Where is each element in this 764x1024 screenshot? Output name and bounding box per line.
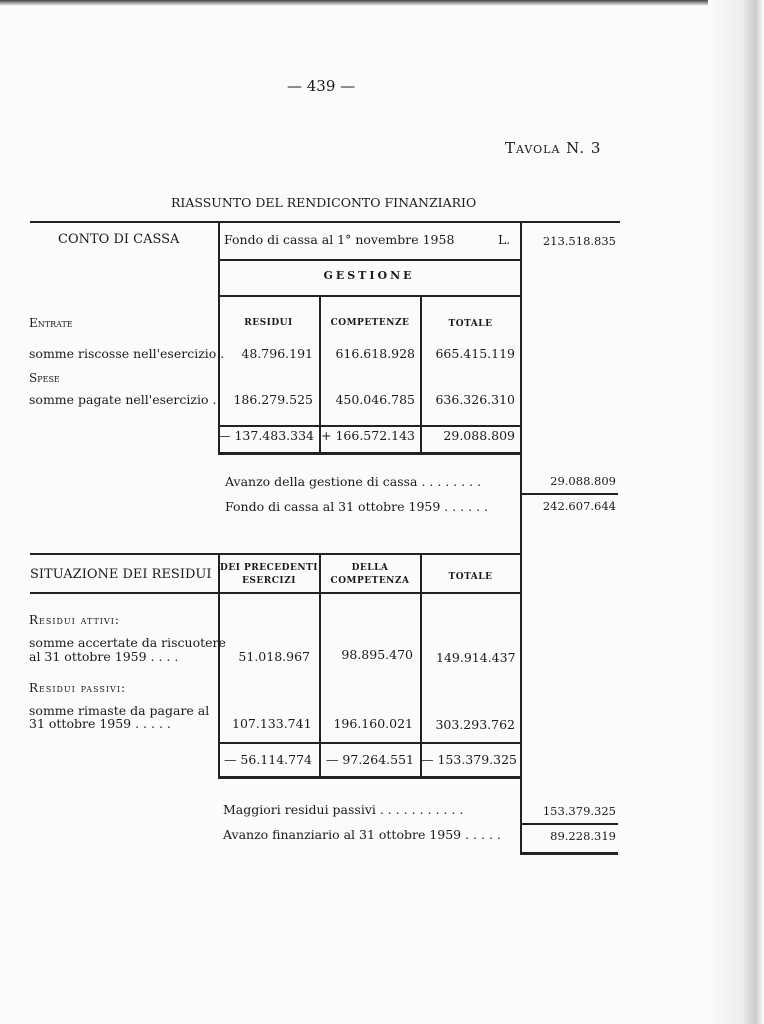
rule bbox=[30, 592, 520, 594]
rule bbox=[218, 259, 520, 261]
residui-passivi-label: Residui passivi: bbox=[29, 681, 127, 695]
avanzo-gestione-value: 29.088.809 bbox=[550, 474, 616, 488]
cell-value: 98.895.470 bbox=[341, 647, 413, 662]
col-header-competenza: DELLA COMPETENZA bbox=[330, 563, 410, 586]
cell-value: 149.914.437 bbox=[436, 650, 516, 665]
scan-top-edge bbox=[0, 0, 764, 6]
entrate-label: Entrate bbox=[29, 316, 73, 330]
col-header-totale: TOTALE bbox=[448, 319, 493, 329]
total-value: — 137.483.334 bbox=[218, 428, 314, 443]
cell-value: 616.618.928 bbox=[335, 346, 415, 361]
total-value: 29.088.809 bbox=[443, 428, 515, 443]
rule bbox=[218, 425, 520, 427]
rule bbox=[30, 221, 620, 223]
row-label: somme rimaste da pagare al bbox=[29, 703, 210, 718]
rule bbox=[218, 221, 220, 453]
cell-value: 186.279.525 bbox=[233, 392, 313, 407]
cell-value: 107.133.741 bbox=[232, 716, 312, 731]
rule bbox=[218, 776, 520, 779]
fondo-finale-value: 242.607.644 bbox=[542, 499, 616, 513]
cell-value: 303.293.762 bbox=[435, 717, 515, 732]
fondo-iniziale-label: Fondo di cassa al 1° novembre 1958 bbox=[224, 232, 455, 247]
rule bbox=[520, 852, 618, 855]
cell-value: 636.326.310 bbox=[435, 392, 515, 407]
col-header-precedenti: DEI PRECEDENTI ESERCIZI bbox=[220, 563, 318, 586]
row-label: somme riscosse nell'esercizio . bbox=[29, 346, 225, 361]
document-title: RIASSUNTO DEL RENDICONTO FINANZIARIO bbox=[171, 195, 477, 210]
avanzo-finanziario-label: Avanzo finanziario al 31 ottobre 1959 . . . . . bbox=[223, 827, 501, 842]
gestione-heading: GESTIONE bbox=[323, 269, 415, 282]
cell-value: 665.415.119 bbox=[435, 346, 515, 361]
spese-label: Spese bbox=[29, 371, 60, 385]
rule bbox=[520, 823, 618, 825]
cell-value: 450.046.785 bbox=[335, 392, 415, 407]
conto-cassa-heading: CONTO DI CASSA bbox=[58, 232, 180, 247]
table-label: Tavola N. 3 bbox=[505, 139, 602, 157]
col-header-competenze: COMPETENZE bbox=[330, 318, 410, 328]
row-label: somme pagate nell'esercizio . bbox=[29, 392, 217, 407]
fondo-finale-label: Fondo di cassa al 31 ottobre 1959 . . . . . . bbox=[225, 499, 488, 514]
row-label: al 31 ottobre 1959 . . . . bbox=[29, 649, 179, 664]
cell-value: 196.160.021 bbox=[333, 716, 413, 731]
total-value: — 56.114.774 bbox=[223, 752, 312, 767]
rule bbox=[218, 452, 520, 455]
row-label: 31 ottobre 1959 . . . . . bbox=[29, 716, 171, 731]
fondo-iniziale-value: 213.518.835 bbox=[542, 234, 616, 248]
page-number: — 439 — bbox=[287, 77, 356, 95]
avanzo-gestione-label: Avanzo della gestione di cassa . . . . . . . . bbox=[225, 474, 482, 489]
rule bbox=[520, 221, 522, 855]
rule bbox=[30, 553, 520, 555]
currency-label: L. bbox=[498, 232, 511, 247]
cell-value: 48.796.191 bbox=[241, 346, 313, 361]
row-label: somme accertate da riscuotere bbox=[29, 635, 226, 650]
maggiori-residui-label: Maggiori residui passivi . . . . . . . . . . . bbox=[223, 802, 464, 817]
residui-attivi-label: Residui attivi: bbox=[29, 613, 120, 627]
col-header-residui: RESIDUI bbox=[244, 318, 293, 328]
residui-heading: SITUAZIONE DEI RESIDUI bbox=[30, 567, 212, 582]
col-header-totale: TOTALE bbox=[448, 572, 493, 582]
cell-value: 51.018.967 bbox=[238, 649, 310, 664]
total-value: — 153.379.325 bbox=[421, 752, 517, 767]
total-value: — 97.264.551 bbox=[325, 752, 414, 767]
total-value: + 166.572.143 bbox=[321, 428, 415, 443]
scan-binding-edge bbox=[708, 0, 764, 1024]
maggiori-residui-value: 153.379.325 bbox=[542, 804, 616, 818]
avanzo-finanziario-value: 89.228.319 bbox=[550, 829, 616, 843]
rule bbox=[520, 493, 618, 495]
rule bbox=[218, 742, 520, 744]
rule bbox=[218, 295, 520, 297]
